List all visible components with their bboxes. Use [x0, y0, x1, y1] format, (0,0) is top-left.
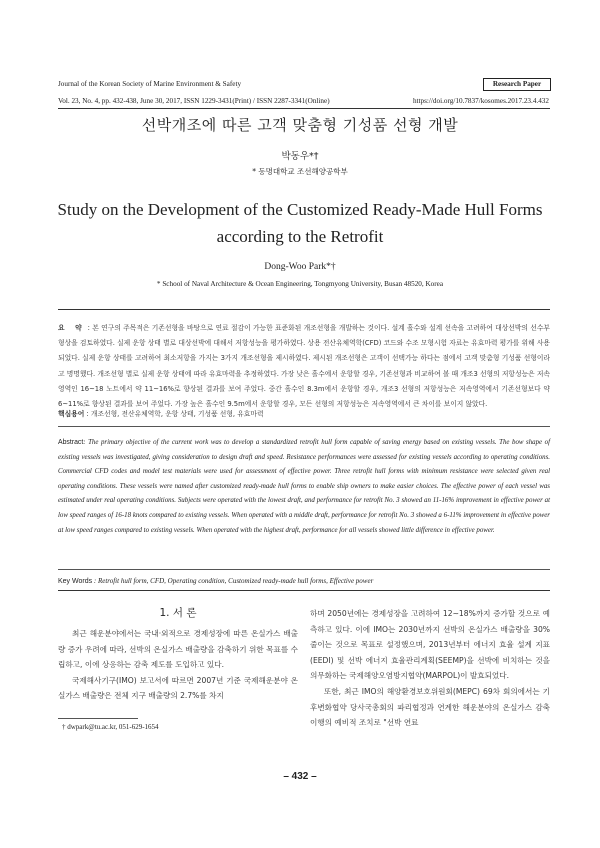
section-heading-introduction: 1. 서 론: [159, 607, 197, 619]
abstract-top-rule: [58, 309, 550, 310]
doi-link[interactable]: https://doi.org/10.7837/kosomes.2017.23.4.432: [412, 97, 549, 105]
english-author: Dong-Woo Park*†: [264, 262, 336, 272]
journal-name: Journal of the Korean Society of Marine Environment & Safety: [58, 80, 242, 88]
english-abstract: [58, 436, 550, 538]
body-paragraph: 또한, 최근 IMO의 해양환경보호위원회(MEPC) 69차 회의에서는 기후변화협약 당사국총회의 파리협정과 연계한 해운분야의 온실가스 감축 이행의 예비적 조치로 "선박 연료: [310, 686, 550, 728]
english-keywords-text: : Retrofit hull form, CFD, Operating condition, Customized ready-made hull forms, Effective power: [93, 577, 374, 585]
body-column-right: [310, 606, 550, 731]
english-affiliation: * School of Naval Architecture & Ocean Engineering, Tongmyong University, Busan 48520, Korea: [156, 280, 444, 288]
research-paper-badge: Research Paper: [483, 78, 551, 91]
journal-citation: Vol. 23, No. 4, pp. 432-438, June 30, 2017, ISSN 1229-3431(Print) / ISSN 2287-3341(Online): [58, 97, 330, 105]
english-keywords-label: Key Words: [58, 578, 93, 585]
corresponding-author-footnote: † dwpark@tu.ac.kr, 051-629-1654: [62, 723, 159, 731]
header-rule: [58, 108, 550, 109]
korean-keywords-text: : 개조선형, 전산유체역학, 운항 상태, 기성품 선형, 유효마력: [86, 410, 264, 418]
korean-abstract-text: : 본 연구의 주목적은 기존선형을 바탕으로 연료 절감이 가능한 표준화된 개조선형을 개발하는 것이다. 설계 흘수와 설계 선속을 고려하여 대상선박의 선수부 형상을 검토하였다. 실제 운항 상태 별로 대상선박에 대해서 저항성능을 평가하였다. 상용 전산유체역학(CFD) 코드와 수조 모형시험 자료는 유효마력 평가를 위해 사용되었다. 실제 운항 상태를 고려하여 최소저항을 가지는 3가지 개조선형을 제시하였다. 제시된 개조선형은 고객이 선택가능 하다는 점에서 고객 맞춤형 기성품 선형이라고 명명했다. 개조선형 별로 실제 운항 상태에 따라 유효마력을 추정하였다. 가장 낮은 흘수에서 운항할 경우, 기존선형과 비교하여 볼 때 개조3 선형의 저항성능은 저속영역인 16~18 노트에서 약 11~16%로 향상된 결과를 보여 주었다. 중간 흘수인 8.3m에서 운항할 경우, 개조3 선형의 저항성능은 저속영역에서 기존선형보다 약 6~11%로 향상된 결과를 보여 주었다. 가장 높은 흘수인 9.5m에서 운항할 경우, 모든 선형의 저항성능은 저속영역에서 큰 차이를 보이지 않았다.: [58, 324, 550, 409]
abstract-divider: [58, 426, 550, 427]
korean-affiliation: * 동명대학교 조선해양공학부: [252, 167, 348, 176]
body-paragraph: 최근 해운분야에서는 국내·외적으로 경제성장에 따른 온실가스 배출량 증가 우려에 따라, 선박의 온실가스 배출량을 감축하기 위한 목표를 수립하고, 이에 상응하는 감축 제도를 도입하고 있다.: [58, 629, 298, 670]
page-number: – 432 –: [283, 771, 317, 782]
korean-abstract-label: 요 약: [58, 324, 86, 332]
korean-title: 선박개조에 따른 고객 맞춤형 기성품 선형 개발: [141, 116, 459, 134]
keywords-divider: [58, 569, 550, 570]
english-abstract-label: Abstract: [58, 439, 84, 446]
body-paragraph: 하며 2050년에는 경제성장을 고려하여 12~18%까지 증가할 것으로 예측하고 있다. 이에 IMO는 2030년까지 선박의 온실가스 배출량을 30% 줄이는 것으로 목표로 설정했으며, 2013년부터 에너지 효율 설계 지표(EEDI) 및 선박 에너지 효율관리계획(SEEMP)을 선박에 비치하는 것을 의무화하는 국제해양오염방지협약(MARPOL)이 발효되었다.: [310, 609, 550, 681]
korean-keywords: [58, 408, 550, 418]
english-keywords: [58, 577, 550, 585]
english-title: Study on the Development of the Customized Ready-Made Hull Forms according to the Retrofit: [57, 200, 543, 246]
body-paragraph: 국제해사기구(IMO) 보고서에 따르면 2007년 기준 국제해운분야 온실가스 배출량은 전체 지구 배출량의 2.7%를 차지: [58, 675, 298, 701]
korean-abstract: [58, 321, 550, 412]
footnote-rule: [58, 718, 138, 719]
english-abstract-text: : The primary objective of the current work was to develop a standardized retrofit hull form capable of saving energy based on existing vessels. The bow shape of existing vessels was investigated, giving consideration to design draft and speed. Resistance performances were assessed for existing vessels according to operating conditions. Commercial CFD codes and model test materials were used for assessment of effective power. Three retrofit hull forms with minimum resistance were selected given real operating conditions. These vessels were named after customized ready-made hull forms to enable ship owners to make easier choices. The effective power of each vessel was estimated under real operating conditions. Subjects were operated with the lowest draft, and performance for retrofit No. 3 showed an 11-16% improvement in effective power at low speed ranges of 16-18 knots compared to existing vessels. When operated with a middle draft, performance for retrofit No. 3 showed a 6-11% improvement in effective power at low speed ranges compared to existing vessels. When operated with the highest draft, performance for all vessels showed little difference in effective power.: [58, 439, 550, 534]
abstract-bottom-rule: [58, 590, 550, 591]
body-column-left: [58, 626, 298, 704]
korean-keywords-label: 핵심용어: [58, 410, 85, 418]
korean-author: 박동우*†: [281, 151, 319, 162]
